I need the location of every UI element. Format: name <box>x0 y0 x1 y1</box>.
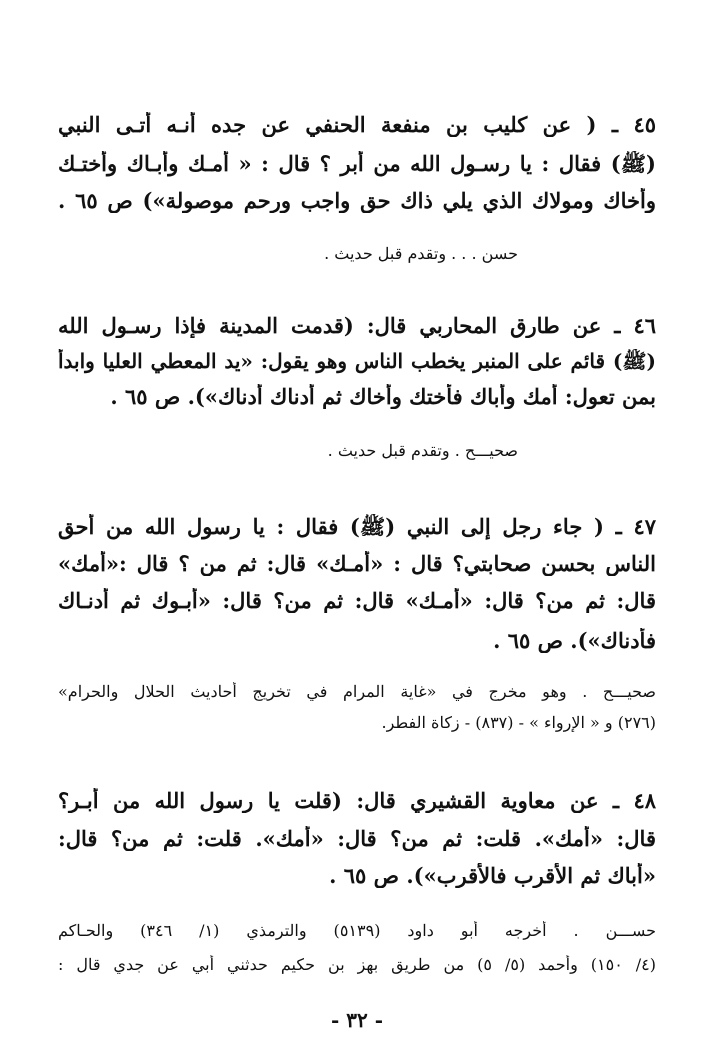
hadith-45-grading: حسن . . . وتقدم قبل حديث . <box>324 244 518 263</box>
hadith-47-grading: صحيـــح . وهو مخرج في «غاية المرام في تخريج أحاديث الحلال والحرام» <box>58 682 656 701</box>
hadith-47-line-3: قال: ثم من؟ قال: «أمـك» قال: ثم من؟ قال: «أبـوك ثم أدنـاك <box>58 588 656 613</box>
hadith-46-line-1: ٤٦ ـ عن طارق المحاربي قال: (قدمت المدينة فإذا رسـول الله <box>58 313 656 338</box>
hadith-45-line-3: وأخاك ومولاك الذي يلي ذاك حق واجب ورحم موصولة») ص ٦٥ . <box>58 188 656 213</box>
hadith-48-line-1: ٤٨ ـ عن معاوية القشيري قال: (قلت يا رسول الله من أبـر؟ <box>58 788 656 813</box>
hadith-47-line-1: ٤٧ ـ ( جاء رجل إلى النبي (ﷺ) فقال : يا رسول الله من أحق <box>58 514 656 539</box>
hadith-48-line-2: قال: «أمك». قلت: ثم من؟ قال: «أمك». قلت: ثم من؟ قال: <box>58 826 656 851</box>
hadith-45-line-2: (ﷺ) فقال : يا رسـول الله من أبر ؟ قال : « أمـك وأبـاك وأختـك <box>58 151 656 176</box>
hadith-47-line-4: فأدناك»). ص ٦٥ . <box>493 628 656 653</box>
hadith-47-line-2: الناس بحسن صحابتي؟ قال : «أمـك» قال: ثم من ؟ قال :«أمك» <box>58 551 656 576</box>
hadith-47-grading-cont: (٢٧٦) و « الإرواء » - (٨٣٧) - زكاة الفطر. <box>381 713 656 732</box>
hadith-46-line-2: (ﷺ) قائم على المنبر يخطب الناس وهو يقول: «يد المعطي العليا وابدأ <box>58 349 656 373</box>
hadith-45-line-1: ٤٥ ـ ( عن كليب بن منفعة الحنفي عن جده أنـه أتـى النبي <box>58 112 656 137</box>
hadith-48-grading-cont: (٤/ ١٥٠) وأحمد (٥/ ٥) من طريق بهز بن حكيم حدثني أبي عن جدي قال : <box>58 955 656 974</box>
hadith-48-line-3: «أباك ثم الأقرب فالأقرب»). ص ٦٥ . <box>329 863 656 888</box>
hadith-48-grading: حســـن . أخرجه أبو داود (٥١٣٩) والترمذي (١/ ٣٤٦) والحـاكم <box>58 921 656 940</box>
page-number: - ٣٢ - <box>330 1008 383 1032</box>
hadith-46-grading: صحيـــح . وتقدم قبل حديث . <box>327 441 518 460</box>
hadith-46-line-3: بمن تعول: أمك وأباك فأختك وأخاك ثم أدناك أدناك»). ص ٦٥ . <box>110 384 656 409</box>
